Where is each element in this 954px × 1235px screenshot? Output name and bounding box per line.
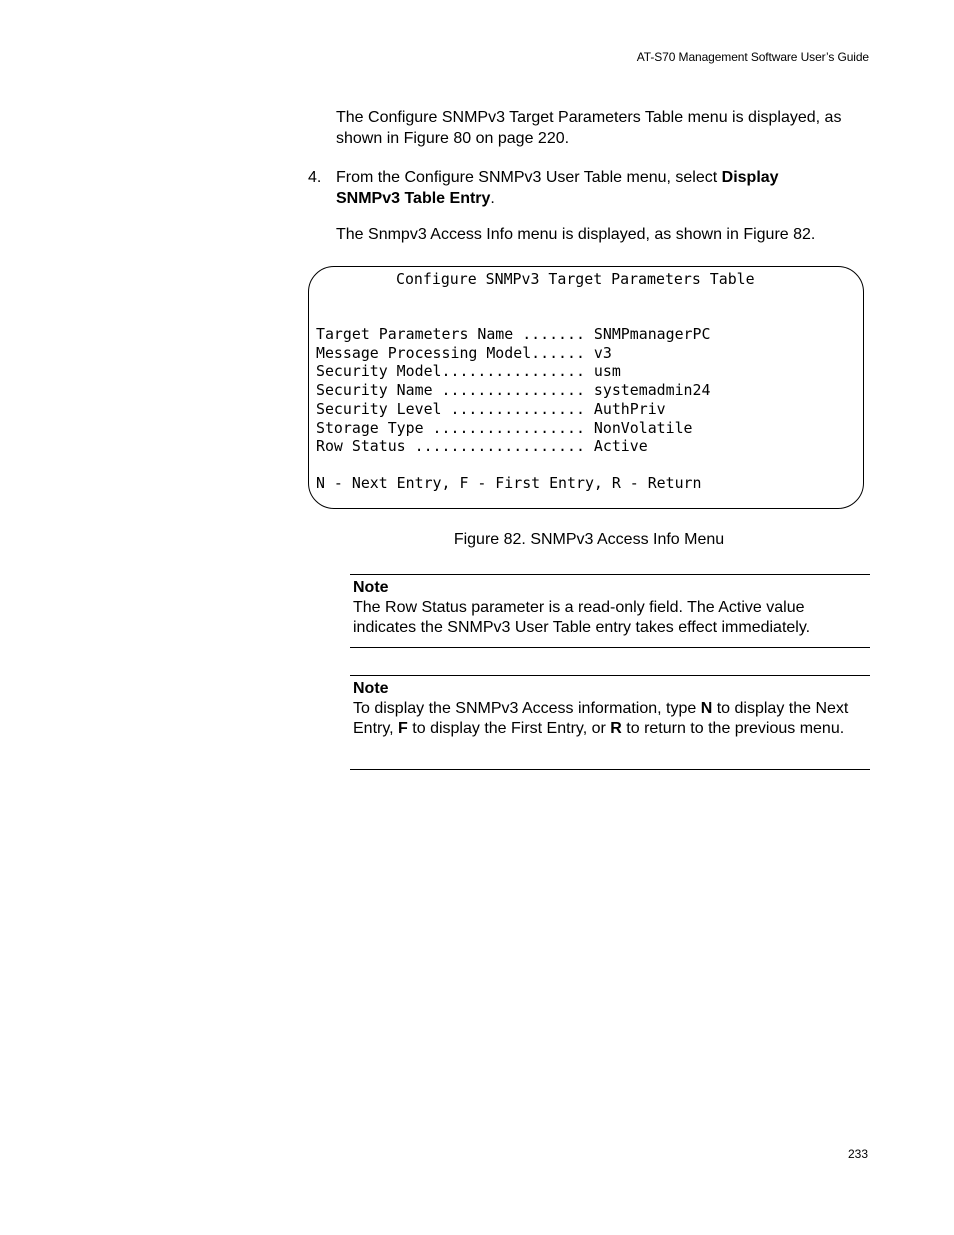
note-text: to display the First Entry, or bbox=[407, 720, 611, 737]
terminal-line: Storage Type ................. NonVolatile bbox=[316, 418, 693, 437]
running-header: AT-S70 Management Software User’s Guide bbox=[636, 50, 869, 64]
figure-caption: Figure 82. SNMPv3 Access Info Menu bbox=[453, 531, 725, 548]
step-bold-table-entry: SNMPv3 Table Entry bbox=[336, 190, 491, 207]
note-key-r: R bbox=[610, 720, 622, 737]
step-paragraph bbox=[336, 167, 866, 209]
terminal-footer-commands: N - Next Entry, F - First Entry, R - Return bbox=[316, 474, 702, 492]
note-title: Note bbox=[353, 680, 389, 697]
note-text: to display the Next Entry, bbox=[353, 700, 849, 737]
terminal-title: Configure SNMPv3 Target Parameters Table bbox=[396, 270, 755, 288]
note-box-navigation bbox=[350, 675, 870, 770]
step-text-before: From the Configure SNMPv3 User Table menu, select bbox=[336, 169, 722, 186]
terminal-line: Target Parameters Name ....... SNMPmanagerPC bbox=[316, 325, 711, 343]
terminal-line: Security Name ................ systemadmin24 bbox=[316, 381, 711, 400]
step-number: 4. bbox=[308, 169, 322, 186]
note-key-n: N bbox=[700, 700, 713, 717]
terminal-line: Security Level ............... AuthPriv bbox=[316, 399, 666, 418]
terminal-line: Security Model................ usm bbox=[316, 362, 621, 381]
terminal-line: Message Processing Model...... v3 bbox=[316, 343, 612, 362]
step-bold-display: Display bbox=[721, 169, 779, 186]
result-paragraph: The Snmpv3 Access Info menu is displayed, as shown in Figure 82. bbox=[336, 226, 816, 243]
note-body: The Row Status parameter is a read-only field. The Active value indicates the SNMPv3 User Table entry takes effect immediately. bbox=[353, 599, 811, 636]
note-body bbox=[353, 699, 866, 739]
terminal-line: Row Status ................... Active bbox=[316, 437, 648, 456]
step-text-after: . bbox=[490, 190, 495, 207]
note-key-f: F bbox=[398, 720, 408, 737]
page-number: 233 bbox=[847, 1147, 868, 1161]
note-text: To display the SNMPv3 Access information, type bbox=[353, 700, 701, 717]
terminal-screen bbox=[316, 270, 755, 492]
note-box-row-status bbox=[350, 574, 870, 648]
intro-paragraph: The Configure SNMPv3 Target Parameters Table menu is displayed, as shown in Figure 80 on page 220. bbox=[336, 109, 842, 147]
note-text: to return to the previous menu. bbox=[621, 720, 845, 737]
note-title: Note bbox=[353, 579, 389, 596]
